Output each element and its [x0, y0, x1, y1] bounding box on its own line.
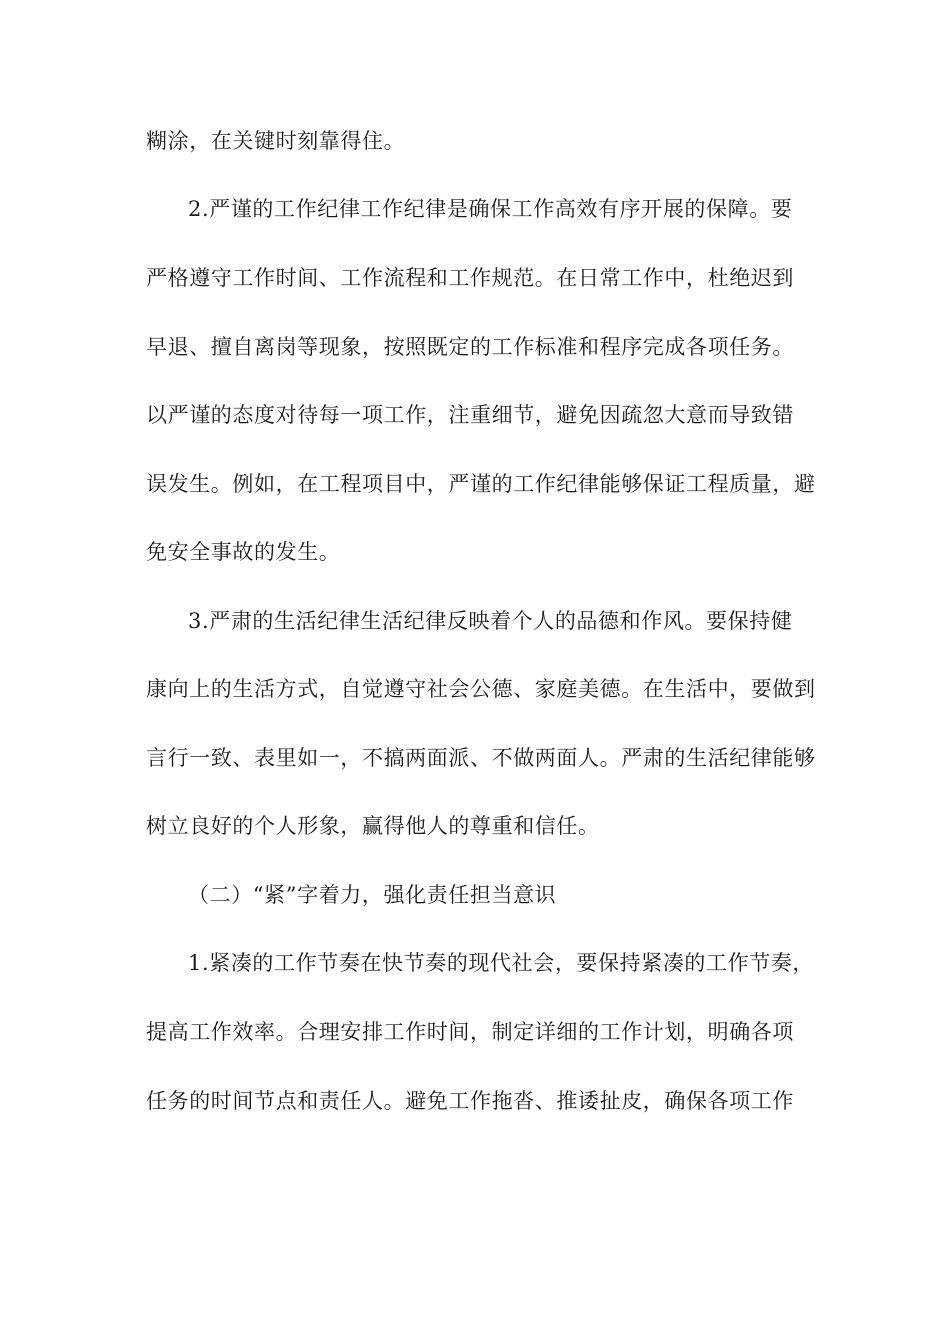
text-line: 任务的时间节点和责任人。避免工作拖沓、推诿扯皮，确保各项工作 [146, 1089, 794, 1113]
paragraph-start-line: 2.严谨的工作纪律工作纪律是确保工作高效有序开展的保障。要 [188, 197, 793, 221]
section-heading: （二）“紧”字着力，强化责任担当意识 [188, 883, 557, 907]
text-line: 早退、擅自离岗等现象，按照既定的工作标准和程序完成各项任务。 [146, 335, 794, 359]
paragraph-start-line: 1.紧凑的工作节奏在快节奏的现代社会，要保持紧凑的工作节奏， [188, 951, 815, 975]
text-line: 免安全事故的发生。 [146, 540, 341, 564]
text-line: 糊涂，在关键时刻靠得住。 [146, 129, 406, 153]
paragraph-start-line: 3.严肃的生活纪律生活纪律反映着个人的品德和作风。要保持健 [188, 609, 793, 633]
text-line: 以严谨的态度对待每一项工作，注重细节，避免因疏忽大意而导致错 [146, 403, 794, 427]
text-line: 严格遵守工作时间、工作流程和工作规范。在日常工作中，杜绝迟到 [146, 266, 794, 290]
text-line: 康向上的生活方式，自觉遵守社会公德、家庭美德。在生活中，要做到 [146, 677, 816, 701]
text-line: 言行一致、表里如一，不搞两面派、不做两面人。严肃的生活纪律能够 [146, 746, 816, 770]
text-line: 树立良好的个人形象，赢得他人的尊重和信任。 [146, 814, 600, 838]
text-line: 误发生。例如，在工程项目中，严谨的工作纪律能够保证工程质量，避 [146, 472, 816, 496]
text-line: 提高工作效率。合理安排工作时间，制定详细的工作计划，明确各项 [146, 1020, 794, 1044]
